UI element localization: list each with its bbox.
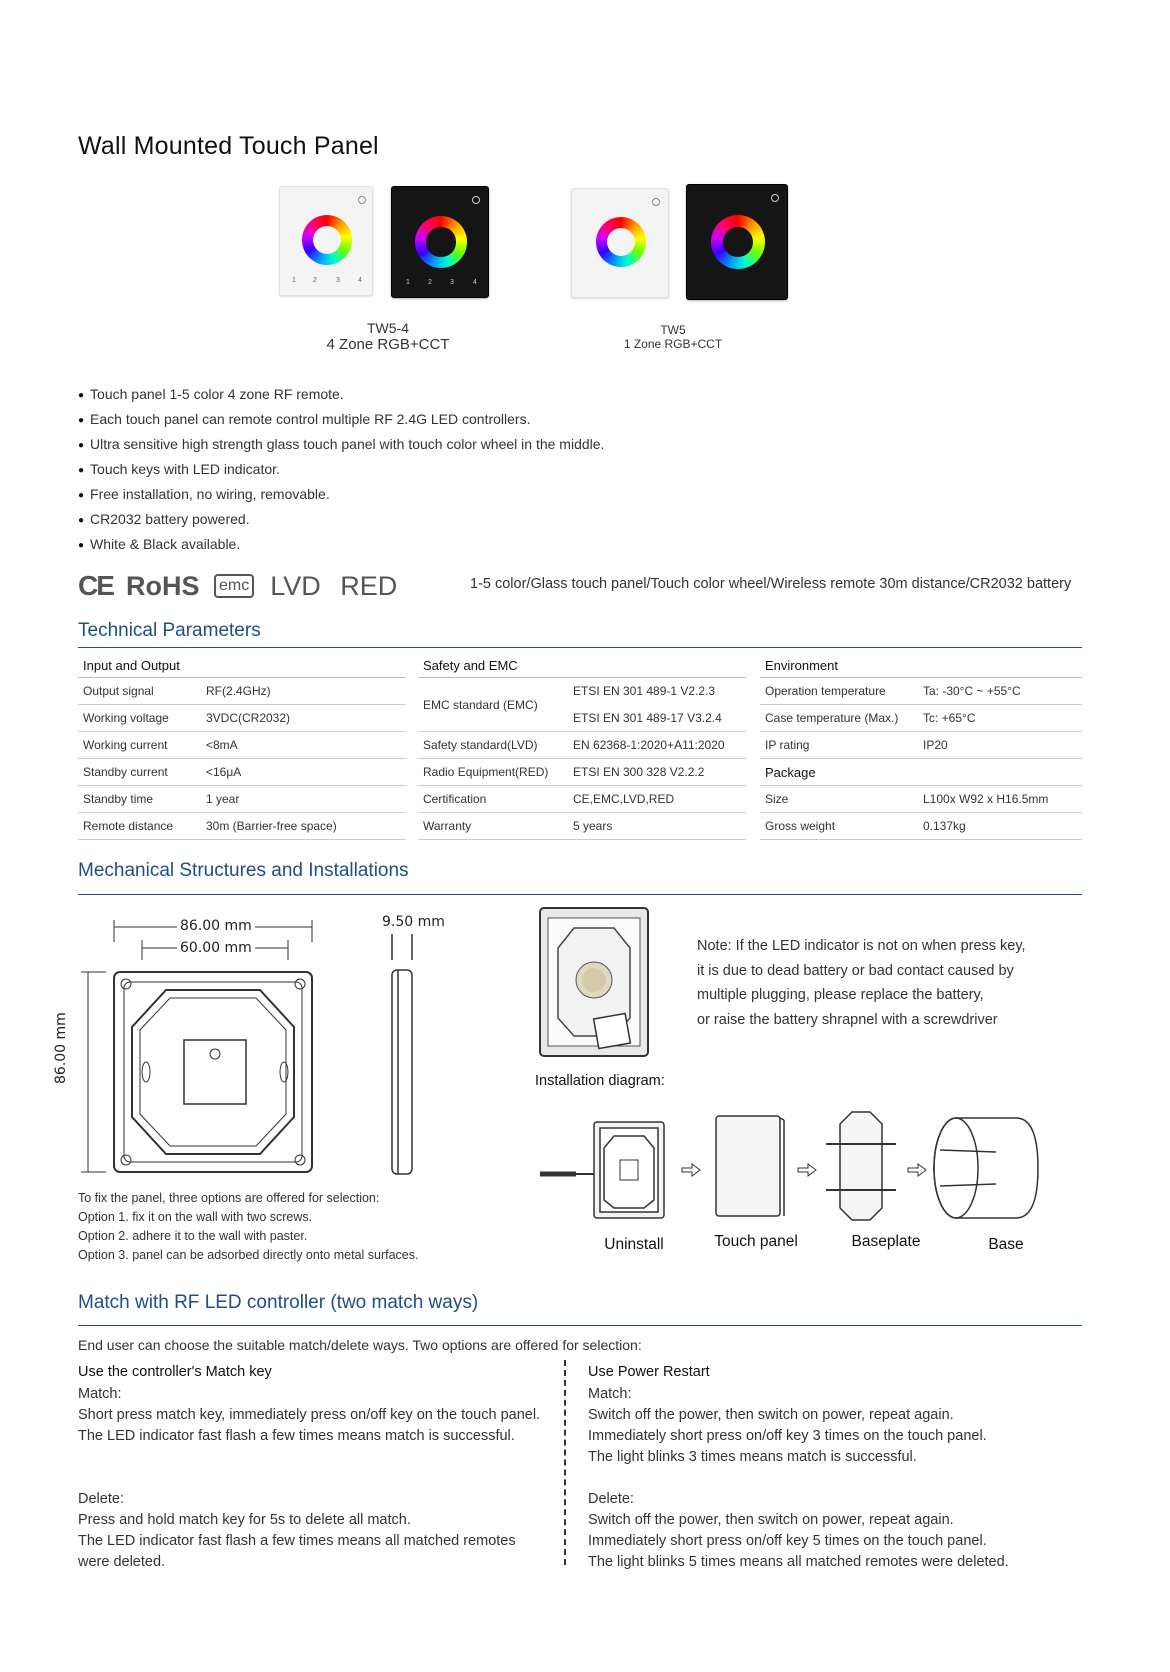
table-row bbox=[78, 678, 406, 705]
zone-key-1: 1 bbox=[406, 279, 410, 286]
install-label-touch-panel: Touch panel bbox=[714, 1233, 798, 1250]
match-intro: End user can choose the suitable match/delete ways. Two options are offered for selection: bbox=[78, 1337, 642, 1353]
param-name: Working voltage bbox=[83, 711, 169, 725]
instruction-line: Press and hold match key for 5s to delete all match. bbox=[78, 1512, 411, 1528]
param-value: 5 years bbox=[573, 819, 613, 833]
param-name: Output signal bbox=[83, 684, 154, 698]
instruction-line: were deleted. bbox=[78, 1554, 166, 1570]
list-item: ● White & Black available. bbox=[78, 532, 604, 557]
power-icon bbox=[358, 196, 366, 204]
param-name: Safety standard(LVD) bbox=[423, 738, 538, 752]
dim-depth: 9.50 mm bbox=[379, 914, 448, 930]
param-value: EN 62368-1:2020+A11:2020 bbox=[573, 738, 725, 752]
table-row bbox=[78, 732, 406, 759]
table-row bbox=[760, 813, 1082, 840]
power-icon bbox=[652, 198, 660, 206]
tw5-4-white-panel-image bbox=[279, 186, 373, 296]
table-row bbox=[418, 759, 746, 786]
param-name: Operation temperature bbox=[765, 684, 886, 698]
list-item: ● Touch panel 1-5 color 4 zone RF remote. bbox=[78, 382, 604, 407]
table-header: Safety and EMC bbox=[418, 654, 746, 678]
zone-key-4: 4 bbox=[358, 277, 362, 284]
instruction-line: Immediately short press on/off key 3 times on the touch panel. bbox=[588, 1428, 987, 1444]
table-row bbox=[78, 786, 406, 813]
lvd-logo: LVD bbox=[270, 570, 321, 601]
param-value-line: ETSI EN 301 489-17 V3.2.4 bbox=[573, 711, 722, 725]
feature-list bbox=[78, 382, 604, 557]
table-row bbox=[760, 732, 1082, 759]
panel-back-image bbox=[538, 906, 650, 1058]
color-wheel-icon bbox=[711, 215, 765, 269]
param-value: Ta: -30°C ~ +55°C bbox=[923, 684, 1021, 698]
table-header: Environment bbox=[760, 654, 1082, 678]
zone-key-2: 2 bbox=[313, 277, 317, 284]
list-item: ● Each touch panel can remote control multiple RF 2.4G LED controllers. bbox=[78, 407, 604, 432]
table-row bbox=[78, 705, 406, 732]
param-name: Standby current bbox=[83, 765, 168, 779]
power-icon bbox=[771, 194, 779, 202]
section-heading-match: Match with RF LED controller (two match ways) bbox=[78, 1292, 479, 1313]
param-name: Certification bbox=[423, 792, 487, 806]
table-row bbox=[418, 786, 746, 813]
param-name: EMC standard (EMC) bbox=[423, 698, 538, 712]
fix-options bbox=[78, 1189, 418, 1265]
param-value: 0.137kg bbox=[923, 819, 966, 833]
table-safety-emc bbox=[418, 654, 746, 840]
zone-key-2: 2 bbox=[428, 279, 432, 286]
dim-height: 86.00 mm bbox=[53, 1009, 69, 1087]
param-name: Gross weight bbox=[765, 819, 836, 833]
param-value: IP20 bbox=[923, 738, 948, 752]
rohs-logo: RoHS bbox=[126, 570, 200, 601]
color-wheel-icon bbox=[302, 215, 352, 265]
table-row bbox=[760, 705, 1082, 732]
param-value-line: ETSI EN 301 489-1 V2.2.3 bbox=[573, 684, 716, 698]
fix-line: Option 1. fix it on the wall with two screws. bbox=[78, 1210, 313, 1224]
param-name: Remote distance bbox=[83, 819, 174, 833]
install-label-baseplate: Baseplate bbox=[851, 1233, 921, 1250]
product-model: TW5 bbox=[660, 323, 686, 337]
note-line: Note: If the LED indicator is not on when press key, bbox=[697, 938, 1026, 954]
table-row bbox=[760, 678, 1082, 705]
section-heading-mechanical: Mechanical Structures and Installations bbox=[78, 860, 409, 881]
param-value: CE,EMC,LVD,RED bbox=[573, 792, 675, 806]
param-name: Case temperature (Max.) bbox=[765, 711, 899, 725]
color-wheel-icon bbox=[415, 216, 467, 268]
param-value: <8mA bbox=[206, 738, 238, 752]
match-label: Match: bbox=[588, 1386, 632, 1402]
color-wheel-icon bbox=[596, 217, 646, 267]
column-divider bbox=[564, 1360, 566, 1565]
list-item: ● Free installation, no wiring, removable. bbox=[78, 482, 604, 507]
product-model: TW5-4 bbox=[367, 320, 409, 336]
instruction-line: The light blinks 3 times means match is successful. bbox=[588, 1449, 917, 1465]
zone-key-3: 3 bbox=[450, 279, 454, 286]
tw5-black-panel-image bbox=[686, 184, 788, 300]
zone-key-1: 1 bbox=[292, 277, 296, 284]
param-name: Package bbox=[765, 765, 816, 780]
param-name: Warranty bbox=[423, 819, 472, 833]
emc-logo: emc bbox=[214, 574, 254, 598]
table-row bbox=[418, 813, 746, 840]
table-row bbox=[760, 759, 1082, 786]
list-item: ● Ultra sensitive high strength glass touch panel with touch color wheel in the middle. bbox=[78, 432, 604, 457]
instruction-line: The light blinks 5 times means all matched remotes were deleted. bbox=[588, 1554, 1009, 1570]
instruction-line: Immediately short press on/off key 5 times on the touch panel. bbox=[588, 1533, 987, 1549]
instruction-line: Short press match key, immediately press on/off key on the touch panel. bbox=[78, 1407, 541, 1423]
product-caption-tw5 bbox=[608, 323, 738, 351]
match-option-power-restart bbox=[588, 1362, 1082, 1573]
table-row bbox=[418, 678, 746, 732]
table-row bbox=[760, 786, 1082, 813]
section-heading-technical: Technical Parameters bbox=[78, 620, 261, 641]
note-line: multiple plugging, please replace the battery, bbox=[697, 987, 984, 1003]
side-dimension-drawing bbox=[386, 932, 426, 1180]
instruction-line: Switch off the power, then switch on power, repeat again. bbox=[588, 1407, 954, 1423]
param-value: L100x W92 x H16.5mm bbox=[923, 792, 1049, 806]
fix-line: Option 2. adhere it to the wall with paster. bbox=[78, 1229, 308, 1243]
param-name: Working current bbox=[83, 738, 168, 752]
param-value bbox=[573, 678, 722, 731]
dim-outer-width: 86.00 mm bbox=[177, 918, 255, 934]
page-title: Wall Mounted Touch Panel bbox=[78, 132, 379, 160]
param-value: 30m (Barrier-free space) bbox=[206, 819, 337, 833]
param-name: Standby time bbox=[83, 792, 154, 806]
table-environment bbox=[760, 654, 1082, 840]
instruction-line: The LED indicator fast flash a few times means match is successful. bbox=[78, 1428, 515, 1444]
table-row bbox=[418, 732, 746, 759]
param-value: Tc: +65°C bbox=[923, 711, 976, 725]
option-title: Use the controller's Match key bbox=[78, 1364, 272, 1380]
red-logo: RED bbox=[340, 570, 398, 601]
zone-key-3: 3 bbox=[336, 277, 340, 284]
product-desc: 4 Zone RGB+CCT bbox=[326, 336, 450, 353]
certification-logos bbox=[78, 570, 397, 602]
installation-diagram-title: Installation diagram: bbox=[535, 1073, 665, 1089]
zone-key-4: 4 bbox=[473, 279, 477, 286]
match-label: Match: bbox=[78, 1386, 122, 1402]
power-icon bbox=[472, 196, 480, 204]
param-name: Radio Equipment(RED) bbox=[423, 765, 549, 779]
delete-label: Delete: bbox=[78, 1491, 124, 1507]
match-option-match-key bbox=[78, 1362, 558, 1573]
section-divider bbox=[78, 1325, 1082, 1326]
dim-inner-width: 60.00 mm bbox=[177, 940, 255, 956]
tw5-4-black-panel-image bbox=[391, 186, 489, 298]
param-value: <16μA bbox=[206, 765, 242, 779]
note-line: or raise the battery shrapnel with a screwdriver bbox=[697, 1011, 998, 1028]
instruction-line: Switch off the power, then switch on power, repeat again. bbox=[588, 1512, 954, 1528]
table-input-output bbox=[78, 654, 406, 840]
param-value: 1 year bbox=[206, 792, 240, 806]
param-name: IP rating bbox=[765, 738, 810, 752]
battery-note bbox=[697, 934, 1026, 1032]
section-divider bbox=[78, 894, 1082, 895]
param-name: Size bbox=[765, 792, 789, 806]
fix-line: To fix the panel, three options are offered for selection: bbox=[78, 1191, 380, 1205]
tw5-white-panel-image bbox=[571, 188, 669, 298]
note-line: it is due to dead battery or bad contact caused by bbox=[697, 962, 1014, 979]
param-value: 3VDC(CR2032) bbox=[206, 711, 291, 725]
delete-label: Delete: bbox=[588, 1491, 634, 1507]
option-title: Use Power Restart bbox=[588, 1364, 710, 1380]
ce-logo: CE bbox=[78, 570, 113, 601]
list-item: ● CR2032 battery powered. bbox=[78, 507, 604, 532]
table-row bbox=[78, 759, 406, 786]
list-item: ● Touch keys with LED indicator. bbox=[78, 457, 604, 482]
install-label-uninstall: Uninstall bbox=[604, 1236, 664, 1253]
installation-diagram bbox=[536, 1108, 1056, 1233]
table-row bbox=[78, 813, 406, 840]
install-label-base: Base bbox=[988, 1236, 1024, 1253]
table-header: Input and Output bbox=[78, 654, 406, 678]
instruction-line: The LED indicator fast flash a few times means all matched remotes bbox=[78, 1533, 516, 1549]
product-desc: 1 Zone RGB+CCT bbox=[623, 337, 723, 351]
param-value: ETSI EN 300 328 V2.2.2 bbox=[573, 765, 705, 779]
param-value: RF(2.4GHz) bbox=[206, 684, 271, 698]
feature-summary: 1-5 color/Glass touch panel/Touch color wheel/Wireless remote 30m distance/CR2032 battery bbox=[470, 576, 1072, 592]
fix-line: Option 3. panel can be adsorbed directly onto metal surfaces. bbox=[78, 1248, 419, 1262]
section-divider bbox=[78, 647, 1082, 648]
product-caption-tw5-4 bbox=[318, 320, 458, 353]
